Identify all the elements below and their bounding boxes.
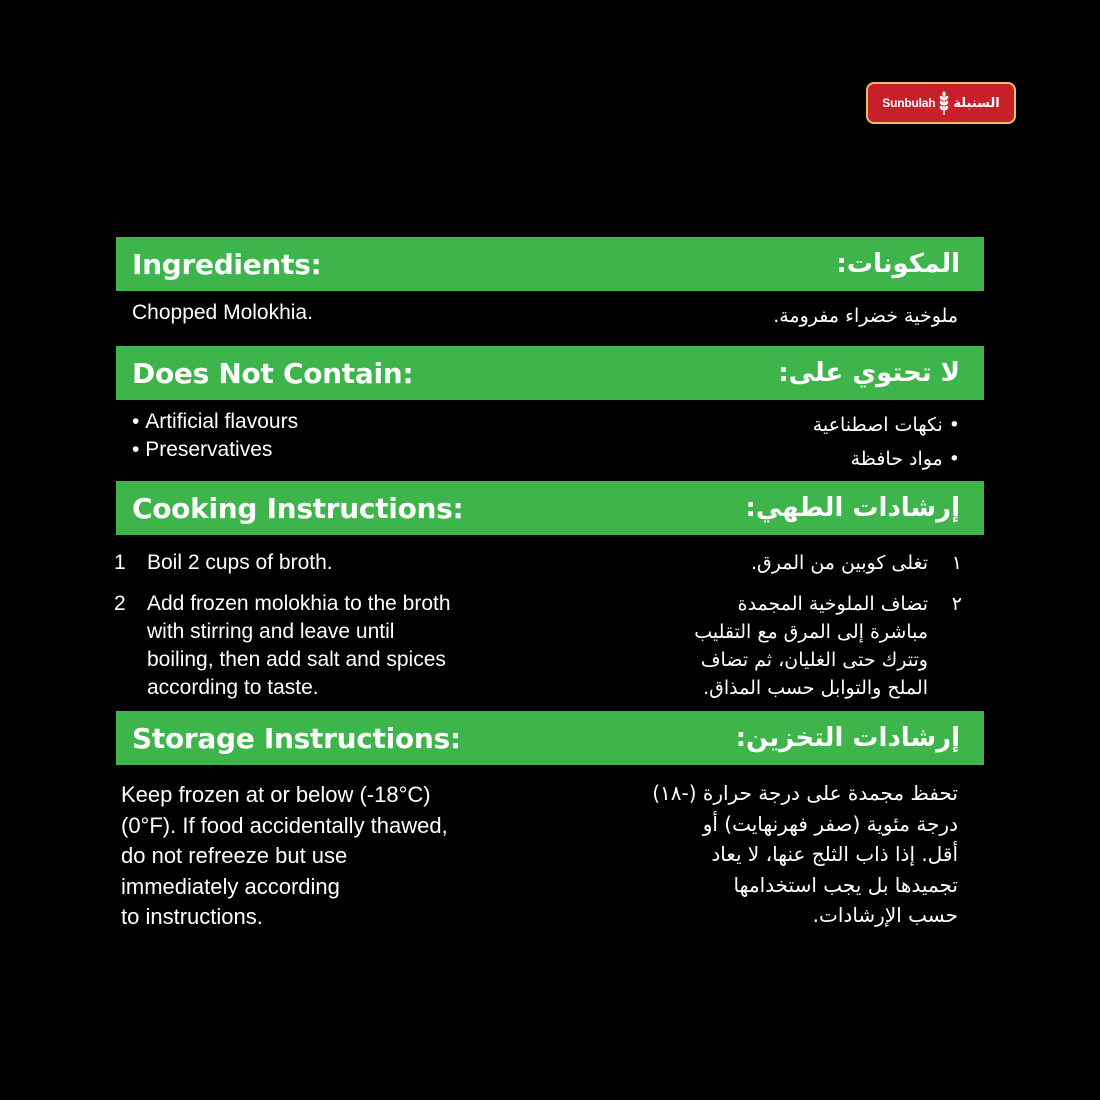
cooking-step-2-en: [147, 590, 451, 702]
ingredients-text-en: Chopped Molokhia.: [132, 301, 313, 324]
logo-name-ar: السنبلة: [953, 95, 1000, 111]
cooking-step-line: Add frozen molokhia to the broth: [147, 592, 451, 615]
cooking-title-en: Cooking Instructions:: [132, 491, 464, 525]
ingredients-title-ar: المكونات:: [836, 249, 960, 279]
list-item-text: مواد حافظة: [850, 448, 943, 470]
storage-line: درجة مئوية (صفر فهرنهايت) أو: [702, 811, 958, 836]
cooking-step-line: الملح والتوابل حسب المذاق.: [703, 677, 928, 699]
list-item: [813, 442, 960, 476]
does-not-contain-list-ar: [813, 408, 960, 476]
storage-title-en: Storage Instructions:: [132, 721, 461, 755]
list-item: [813, 408, 960, 442]
storage-line: do not refreeze but use: [121, 843, 348, 868]
cooking-step-1-number-en: 1: [114, 551, 126, 574]
cooking-title-ar: إرشادات الطهي:: [745, 493, 960, 523]
cooking-step-line: with stirring and leave until: [147, 620, 395, 643]
list-item: • Artificial flavours: [132, 408, 298, 436]
cooking-step-2-ar: [694, 590, 928, 702]
cooking-step-1-number-ar: ١: [951, 552, 962, 574]
storage-line: تجميدها بل يجب استخدامها: [733, 872, 958, 897]
storage-title-ar: إرشادات التخزين:: [735, 723, 960, 753]
does-not-contain-list-en: [132, 408, 298, 464]
does-not-contain-header: [116, 346, 984, 400]
ingredients-title-en: Ingredients:: [132, 247, 322, 281]
list-item-text: نكهات اصطناعية: [812, 414, 943, 436]
logo-name-en: Sunbulah: [882, 96, 936, 110]
wheat-icon: [938, 90, 950, 116]
ingredients-text-ar: ملوخية خضراء مفرومة.: [773, 305, 958, 327]
cooking-step-2-number-en: 2: [114, 592, 126, 615]
storage-line: (0°F). If food accidentally thawed,: [121, 812, 448, 838]
bullet-icon: •: [948, 448, 960, 470]
cooking-step-line: according to taste.: [147, 676, 319, 699]
storage-line: حسب الإرشادات.: [812, 903, 958, 927]
brand-logo: [866, 82, 1016, 124]
storage-line: تحفظ مجمدة على درجة حرارة (-١٨): [652, 781, 958, 805]
storage-text-en: [121, 780, 448, 933]
bullet-icon: •: [948, 414, 960, 436]
cooking-step-1-en: Boil 2 cups of broth.: [147, 551, 333, 574]
storage-line: immediately according: [121, 873, 340, 899]
does-not-contain-title-en: Does Not Contain:: [132, 356, 414, 390]
storage-line: Keep frozen at or below (-18°C): [121, 782, 431, 807]
cooking-step-1-ar: تغلى كوبين من المرق.: [750, 552, 928, 574]
storage-line: أقل. إذا ذاب الثلج عنها، لا يعاد: [711, 842, 958, 866]
storage-text-ar: [652, 778, 958, 931]
cooking-step-line: مباشرة إلى المرق مع التقليب: [694, 621, 928, 643]
cooking-step-line: وتترك حتى الغليان، ثم تضاف: [700, 649, 928, 671]
cooking-header: [116, 481, 984, 535]
storage-line: to instructions.: [121, 904, 263, 929]
storage-header: [116, 711, 984, 765]
cooking-step-line: تضاف الملوخية المجمدة: [737, 593, 928, 615]
cooking-step-line: boiling, then add salt and spices: [147, 648, 446, 671]
does-not-contain-title-ar: لا تحتوي على:: [778, 358, 960, 388]
ingredients-header: [116, 237, 984, 291]
list-item: • Preservatives: [132, 436, 298, 464]
cooking-step-2-number-ar: ٢: [951, 593, 962, 615]
